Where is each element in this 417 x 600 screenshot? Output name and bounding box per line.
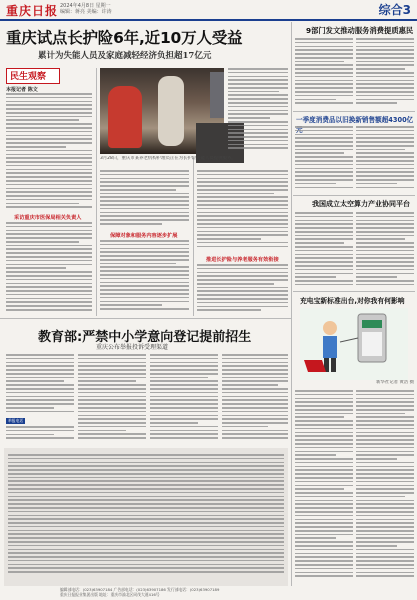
- column-divider-right: [291, 22, 292, 586]
- main-story-text-col2-b: [100, 240, 189, 316]
- main-story-text-col1-b: [6, 222, 92, 316]
- right-story4-text-b: [356, 390, 414, 586]
- footer-line2: 重庆日报报业集团出版 地址：重庆市渝北区同茂大道416号: [60, 591, 160, 597]
- column-tag-label: 民生观察: [10, 72, 47, 82]
- column-divider-1: [96, 68, 97, 316]
- right-story1-headline: 9部门发文推动服务消费提质惠民: [306, 26, 414, 35]
- footer-line1: 编辑部电话：(023)63907184 广告部电话：(023)63907186 发行部电话：(023)63907189: [60, 587, 220, 592]
- edu-contact-tag: 举报电话: [8, 418, 24, 423]
- edu-text-col2: [78, 354, 146, 444]
- edu-text-col3: [150, 354, 218, 444]
- right-story2-headline: 一季度消费品以旧换新销售额超4300亿: [296, 116, 414, 124]
- masthead-meta-editor: 编辑：蒋亮 美编：许涛: [60, 9, 112, 15]
- charger-illustration: [300, 308, 408, 380]
- right-story3-text-a: [295, 212, 353, 288]
- intext-head-2: 保障对象和服务内容逐步扩展: [110, 233, 178, 239]
- masthead-meta-date: 2024年4月8日 星期一: [60, 3, 111, 9]
- right-divider-2: [293, 195, 415, 196]
- right-story2-text-b: [356, 126, 414, 192]
- right-story2-text-a: [295, 126, 353, 192]
- right-story3-headline: 我国成立太空算力产业协同平台: [312, 200, 410, 208]
- right-story3-text-b: [356, 212, 414, 288]
- column-divider-2: [193, 158, 194, 316]
- intext-head-1: 采访重庆市医保局相关负责人: [14, 215, 82, 221]
- main-story-text-col3-top: [228, 68, 288, 154]
- section-divider-edu: [0, 318, 291, 319]
- masthead-logo: 重庆日报: [6, 4, 59, 18]
- main-photo: [100, 68, 224, 154]
- intext-head-3: 推进长护险与养老服务有效衔接: [206, 257, 279, 263]
- photo-caption: 3月28日，重庆市某养老机构护理员正在为长护险失能人员提供服务。: [100, 156, 236, 161]
- main-story-text-col3-b: [197, 264, 288, 316]
- section-title: 综合3: [378, 3, 411, 17]
- illustration-credit: 新华社记者 黄浩 摄: [376, 380, 414, 385]
- right-story1-text-a: [295, 38, 353, 108]
- right-divider-1: [293, 111, 415, 112]
- page-footer: [0, 588, 417, 600]
- masthead-rule: [0, 19, 417, 21]
- edu-contact-text: [6, 426, 74, 444]
- right-story4-headline: 充电宝新标准出台,对你我有何影响: [300, 297, 405, 305]
- edu-headline: 教育部:严禁中小学意向登记提前招生: [38, 330, 252, 345]
- main-story-text-col1: [6, 93, 92, 213]
- main-subhead: 累计为失能人员及家庭减轻经济负担超17亿元: [38, 51, 212, 61]
- main-story-text-col3: [197, 170, 288, 254]
- masthead-meta: [60, 3, 112, 15]
- edu-subhead: 重庆公布举报投诉受理渠道: [96, 344, 169, 351]
- ad-block: [4, 448, 288, 586]
- edu-text-col1: [6, 354, 74, 416]
- edu-text-col4: [222, 354, 288, 444]
- main-byline: 本报记者 陈文: [6, 87, 38, 93]
- main-story-text-col2: [100, 170, 189, 230]
- right-story1-text-b: [356, 38, 414, 108]
- right-divider-3: [293, 291, 415, 292]
- ad-fine-print: [8, 454, 284, 580]
- main-headline: 重庆试点长护险6年,近10万人受益: [6, 29, 243, 47]
- column-tag: [6, 68, 60, 84]
- right-story4-text-a: [295, 390, 353, 586]
